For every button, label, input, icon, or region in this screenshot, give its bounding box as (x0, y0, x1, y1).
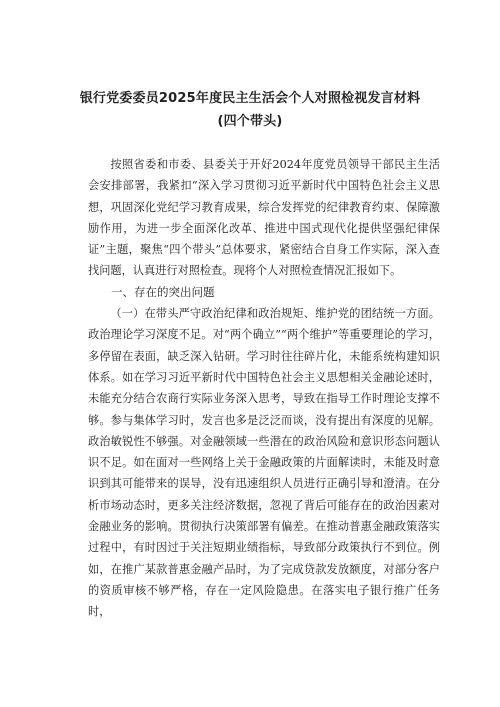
intro-paragraph: 按照省委和市委、县委关于开好2024年度党员领导干部民主生活会安排部署，我紧扣“深入学习贯彻习近平新时代中国特色社会主义思想，巩固深化党纪学习教育成果，综合发挥党的纪律教育约束、保障激励作用，为进一步全面深化改革、推进中国式现代化提供坚强纪律保证”主题，聚焦“四个带头”总体要求，紧密结合自身工作实际，深入查找问题，认真进行对照检查。现将个人对照检查情况汇报如下。 (88, 158, 440, 278)
document-body (88, 154, 440, 623)
section-paragraph: （一）在带头严守政治纪律和政治规矩、维护党的团结统一方面。政治理论学习深度不足。对“两个确立”“两个维护”等重要理论的学习，多停留在表面，缺乏深入钻研。学习时往往碎片化，未能系统构建知识体系。如在学习习近平新时代中国特色社会主义思想相关金融论述时，未能充分结合农商行实际业务深入思考，导致在指导工作时理论支撑不够。参与集体学习时，发言也多是泛泛而谈，没有提出有深度的见解。政治敏锐性不够强。对金融领域一些潜在的政治风险和意识形态问题认识不足。如在面对一些网络上关于金融政策的片面解读时，未能及时意识到其可能带来的误导，没有迅速组织人员进行正确引导和澄清。在分析市场动态时，更多关注经济数据，忽视了背后可能存在的政治因素对金融业务的影响。贯彻执行决策部署有偏差。在推动普惠金融政策落实过程中，有时因过于关注短期业绩指标，导致部分政策执行不到位。例如，在推广某款普惠金融产品时，为了完成贷款发放额度，对部分客户的资质审核不够严格，存在一定风险隐患。在落实电子银行推广任务时， (88, 307, 440, 619)
document-title: 银行党委委员2025年度民主生活会个人对照检视发言材料 (79, 91, 421, 106)
section-heading: 一、存在的突出问题 (111, 284, 215, 299)
document-subtitle: (四个带头) (217, 114, 283, 129)
